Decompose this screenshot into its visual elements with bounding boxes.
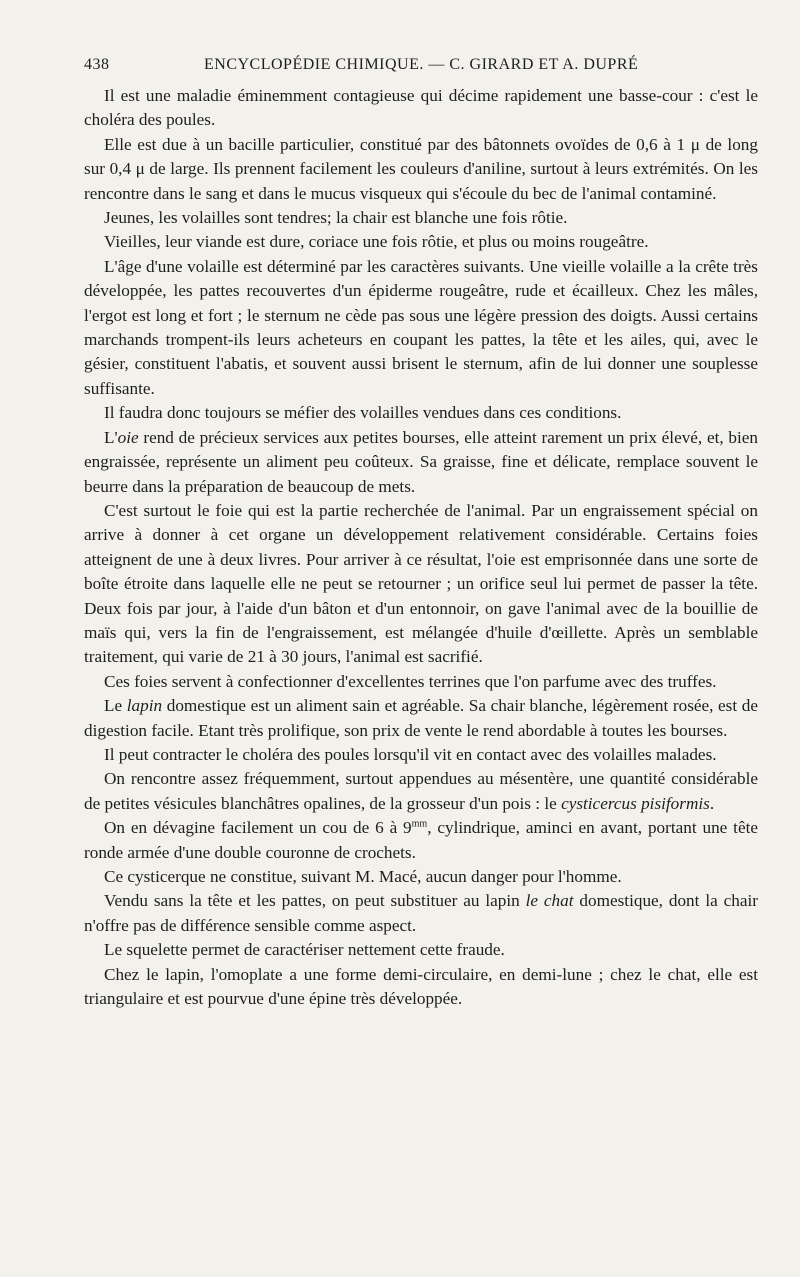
oie-term: oie (117, 427, 139, 447)
lapin-term: lapin (126, 696, 163, 716)
paragraph-bacille: Elle est due à un bacille particulier, constitué par des bâtonnets ovoïdes de 0,6 à 1 μ de long sur 0,4 μ de large. Ils prennent facilement les couleurs d'aniline, surtout à leurs extrémités. On les rencontre dans le sang et dans le mucus visqueux qui s'écoule du bec de l'animal contaminé. (84, 134, 758, 203)
paragraph-vieilles: Vieilles, leur viande est dure, coriace une fois rôtie, et plus ou moins rougeâtre. (104, 232, 649, 252)
lapin-post: domestique est un aliment sain et agréable. Sa chair blanche, légèrement rosée, est de digestion facile. Etant très prolifique, son prix de vente le rend abordable à toutes les bourses. (84, 696, 758, 740)
paragraph-vesicules (84, 767, 758, 816)
paragraph-jeunes: Jeunes, les volailles sont tendres; la chair est blanche une fois rôtie. (104, 208, 568, 228)
paragraph-foie: C'est surtout le foie qui est la partie recherchée de l'animal. Par un engraissement spécial on arrive à donner à cet organe un développement relativement considérable. Certains foies atteignent de une à deux livres. Pour arriver à ce résultat, l'oie est emprisonnée dans une sorte de boîte étroite dans laquelle elle ne peut se retourner ; un orifice seul lui permet de passer la tête. Deux fois par jour, à l'aide d'un bâton et d'un entonnoir, on gave l'animal avec de la bouillie de maïs qui, vers la fin de l'engraissement, est mélangée d'huile d'œillette. Après un semblable traitement, qui varie de 21 à 30 jours, l'animal est sacrifié. (84, 500, 758, 667)
body-text (84, 84, 758, 1011)
chat-pre: Vendu sans la tête et les pattes, on peut substituer au lapin (104, 891, 526, 911)
paragraph-oie (84, 426, 758, 499)
paragraph-cysticerque: Ce cysticerque ne constitue, suivant M. Macé, aucun danger pour l'homme. (104, 867, 622, 886)
unit-mm: mm (411, 818, 428, 830)
page-number: 438 (84, 56, 110, 73)
vesicules-post: . (709, 793, 715, 813)
paragraph-mefier: Il faudra donc toujours se méfier des volailles vendues dans ces conditions. (104, 403, 622, 423)
devagine-pre: On en dévagine facilement un cou de 6 à 9 (104, 818, 412, 838)
paragraph-squelette: Le squelette permet de caractériser nettement cette fraude. (104, 940, 505, 960)
running-header (84, 56, 758, 74)
paragraph-devagine (84, 816, 758, 865)
paragraph-lapin (84, 694, 758, 743)
paragraph-omoplate: Chez le lapin, l'omoplate a une forme demi-circulaire, en demi-lune ; chez le chat, elle est triangulaire et est pourvue d'une épine très développée. (84, 964, 758, 1009)
running-title: ENCYCLOPÉDIE CHIMIQUE. — C. GIRARD ET A. DUPRÉ (204, 56, 639, 73)
paragraph-terrines: Ces foies servent à confectionner d'excellentes terrines que l'on parfume avec des truffes. (104, 671, 717, 691)
cysticercus-term: cysticercus pisiformis (561, 793, 710, 813)
oie-pre: L' (104, 427, 118, 447)
oie-post: rend de précieux services aux petites bourses, elle atteint rarement un prix élevé, et, bien engraissée, représente un aliment peu coûteux. Sa graisse, fine et délicate, remplace souvent le beurre dans la préparation de beaucoup de mets. (84, 427, 758, 496)
paragraph-age: L'âge d'une volaille est déterminé par les caractères suivants. Une vieille volaille a la crête très développée, les pattes recouvertes d'un épiderme rougeâtre, rude et écailleux. Chez les mâles, l'ergot est long et fort ; le sternum ne cède pas sous une légère pression des doigts. Aussi certains marchands trompent-ils leurs acheteurs en coupant les pattes, la tête et les ailes, qui, avec le gésier, constituent l'abatis, et souvent aussi brisent le sternum, afin de lui donner une souplesse suffisante. (84, 256, 758, 398)
vesicules-pre: On rencontre assez fréquemment, surtout appendues au mésentère, une quantité considérable de petites vésicules blanchâtres opalines, de la grosseur d'un pois : le (84, 769, 758, 813)
chat-post: domestique, dont la chair n'offre pas de différence sensible comme aspect. (84, 891, 758, 935)
devagine-post: , cylindrique, aminci en avant, portant une tête ronde armée d'une double couronne de crochets. (84, 818, 758, 862)
paragraph-chat (84, 889, 758, 938)
paragraph-cholera: Il est une maladie éminemment contagieuse qui décime rapidement une basse-cour : c'est le choléra des poules. (84, 86, 758, 130)
chat-term: le chat (525, 891, 574, 911)
paragraph-contracter: Il peut contracter le choléra des poules lorsqu'il vit en contact avec des volailles malades. (104, 744, 717, 764)
lapin-pre: Le (104, 696, 127, 716)
